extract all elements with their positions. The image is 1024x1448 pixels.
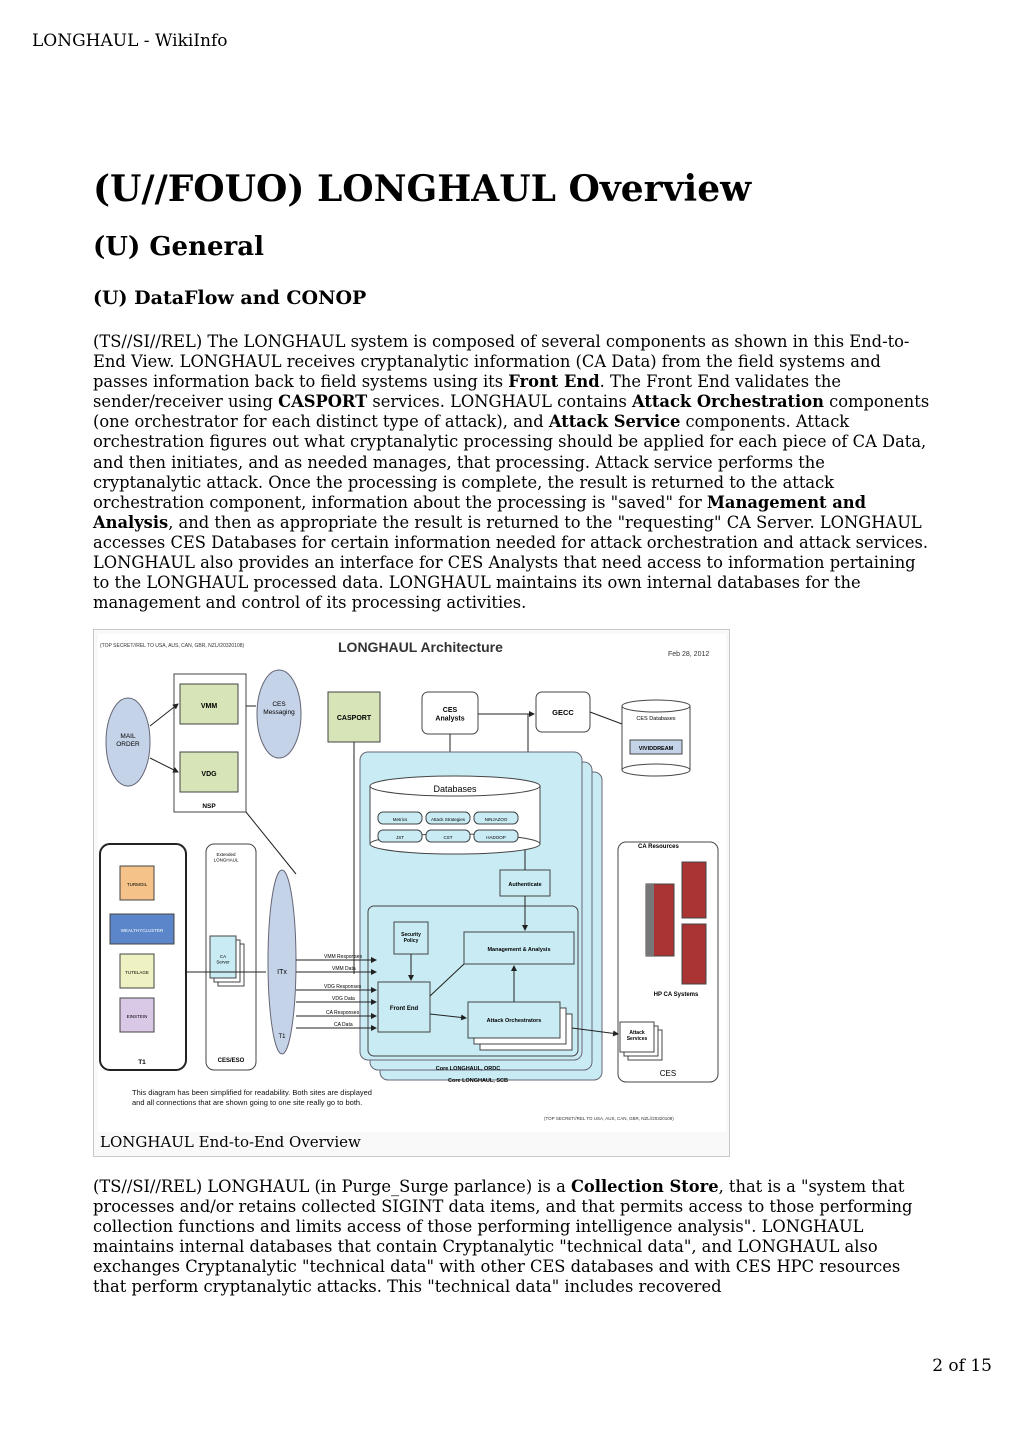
ces-analysts-label-line: CES (442, 707, 458, 714)
turmoil-label: TURMOIL (126, 882, 148, 887)
db-metrics-label: Metrics (392, 817, 408, 822)
authenticate-label: Authenticate (508, 882, 542, 888)
vmm-label: VMM (200, 703, 218, 710)
bold-term-front-end: Front End (508, 372, 600, 392)
attack-services-label-line: Services (626, 1036, 648, 1042)
architecture-figure (93, 629, 730, 1157)
diagram-note-wrapper (132, 1088, 372, 1128)
attack-services-label (627, 1030, 648, 1042)
section-heading-general: (U) General (93, 232, 264, 262)
wealthycluster-label: WEALTHYCLUSTER (120, 928, 164, 933)
text-run: . The Front End validates the sender/receiver using (93, 372, 842, 412)
core-scb-label: Core LONGHAUL, SCB (448, 1078, 508, 1084)
page-title: (U//FOUO) LONGHAUL Overview (93, 168, 752, 210)
management-analysis-label: Management & Analysis (487, 947, 551, 953)
hp-ca-systems-label: HP CA Systems (653, 992, 699, 998)
t1-group-label: T1 (138, 1059, 146, 1066)
security-policy-label (401, 932, 421, 944)
nsp-label: NSP (202, 803, 216, 810)
cylinder-top (622, 700, 690, 712)
flow-label: CA Data (334, 1022, 353, 1028)
security-policy-label-line: Security (401, 932, 421, 938)
text-run: (TS//SI//REL) LONGHAUL (in Purge_Surge parlance) is a (93, 1177, 571, 1196)
text-run: components. Attack orchestration figures out what cryptanalytic processing should be applied for each piece of CA Data, and then initiates, and as needed manages, that processing. Attack service performs the cryptanalytic attack. Once the processing is complete, the result is returned to the attack orchestration component, information about the processing is "saved" for (93, 412, 927, 512)
vdg-label: VDG (201, 771, 217, 778)
rack-side (646, 884, 654, 956)
text-run: , that is a "system that processes and/or retains collected SIGINT data items, and that permits access to those performing collection functions and limits access of those performing intelligence analysis". LONGHAUL maintains internal databases that contain Cryptanalytic "technical data", and LONGHAUL also exchanges Cryptanalytic "technical data" with other CES databases and with CES HPC resources that perform cryptanalytic attacks. This "technical data" includes recovered (93, 1177, 913, 1297)
flow-label: VDG Responses (324, 984, 362, 990)
extended-longhaul-label-line: Extended (216, 852, 236, 857)
databases-label: Databases (433, 784, 477, 794)
cylinder-bottom (622, 764, 690, 776)
ces-messaging-label-line: CES (272, 701, 286, 708)
flow-label: VMM Data (332, 966, 356, 972)
vividdream-label: VIVIDDREAM (638, 746, 674, 752)
diagram-title: LONGHAUL Architecture (338, 639, 503, 655)
tutelage-label: TUTELAGE (125, 970, 149, 975)
db-cst-label: CST (443, 835, 453, 840)
gecc-label: GECC (552, 708, 574, 717)
front-end-label: Front End (389, 1006, 419, 1012)
running-header: LONGHAUL - WikiInfo (32, 31, 228, 51)
paragraph-dataflow (93, 332, 933, 613)
attack-orchestrators-label: Attack Orchestrators (486, 1018, 542, 1024)
extended-longhaul-label-line: LONGHAUL (213, 857, 239, 863)
extended-longhaul-label (214, 852, 239, 862)
classification-bottom: (TOP SECRET//REL TO USA, AUS, CAN, GBR, NZL//20320108) (544, 1116, 674, 1121)
ces-messaging-label-line: Messaging (263, 708, 295, 716)
mail-order-label-line: ORDER (116, 740, 140, 748)
hp-rack-3 (682, 924, 706, 984)
ca-resources-label: CA Resources (638, 844, 679, 850)
bold-term-casport: CASPORT (278, 392, 368, 412)
bold-term-attack-orchestration: Attack Orchestration (632, 392, 824, 412)
text-run: (TS//SI//REL) The LONGHAUL system is composed of several components as shown in this End-to-End View. LONGHAUL receives cryptanalytic information (CA Data) from the field systems and passes information back to field systems using its (93, 332, 910, 392)
architecture-diagram (98, 634, 726, 1132)
db-attack-strategies-label: Attack Strategies (430, 817, 466, 822)
subsection-heading-dataflow: (U) DataFlow and CONOP (93, 287, 367, 309)
t1-bus-label: T1 (278, 1034, 286, 1040)
flow-label: CA Responses (326, 1010, 360, 1016)
casport-label: CASPORT (336, 715, 372, 722)
core-ordc-label: Core LONGHAUL, ORDC (435, 1066, 501, 1072)
figure-caption: LONGHAUL End-to-End Overview (100, 1133, 361, 1151)
paragraph-collection-store (93, 1177, 933, 1298)
bold-term-collection-store: Collection Store (570, 1177, 719, 1196)
ces-databases-label: CES Databases (636, 716, 676, 722)
ca-server-label-line: CA (219, 954, 227, 959)
text-run: , and then as appropriate the result is returned to the "requesting" CA Server. LONGHAUL accesses CES Databases for certain information needed for attack orchestration and attack services. LONGHAUL also provides an interface for CES Analysts that need access to information pertaining to the LONGHAUL processed data. LONGHAUL maintains its own internal databases for the management and control of its processing activities. (93, 512, 929, 613)
hp-rack-2 (682, 862, 706, 918)
ces-eso-label: CES/ESO (217, 1058, 245, 1064)
itx-bus (268, 870, 296, 1054)
security-policy-label-line: Policy (403, 938, 419, 944)
flow-label: VMM Responses (324, 954, 363, 960)
bold-term-attack-service: Attack Service (548, 412, 681, 432)
flow-label: VDG Data (332, 996, 355, 1002)
page-number: 2 of 15 (932, 1356, 992, 1376)
db-hadoop-label: HADOOP (486, 835, 506, 840)
bold-term-management-analysis: Management and Analysis (93, 492, 866, 532)
ces-label: CES (659, 1069, 677, 1078)
attack-services-label-line: Attack (629, 1030, 645, 1036)
diagram-note: This diagram has been simplified for readability. Both sites are displayed and all connections that are shown going to one site really go to both. (132, 1088, 372, 1107)
text-run: services. LONGHAUL contains (367, 392, 633, 412)
text-run: components (one orchestrator for each distinct type of attack), and (93, 392, 930, 432)
diagram-date: Feb 28, 2012 (668, 651, 710, 658)
classification-top: (TOP SECRET//REL TO USA, AUS, CAN, GBR, NZL//20320108) (100, 643, 245, 649)
db-jst-label: JST (395, 835, 405, 840)
ces-analysts-label-line: Analysts (435, 715, 465, 723)
itx-label: ITx (277, 969, 287, 976)
db-ninjazoo-label: NINJAZOO (484, 817, 508, 822)
ca-server-label-line: Server (216, 959, 230, 965)
einstein-label: EINSTEIN (126, 1014, 148, 1019)
mail-order-label-line: MAIL (120, 733, 136, 740)
